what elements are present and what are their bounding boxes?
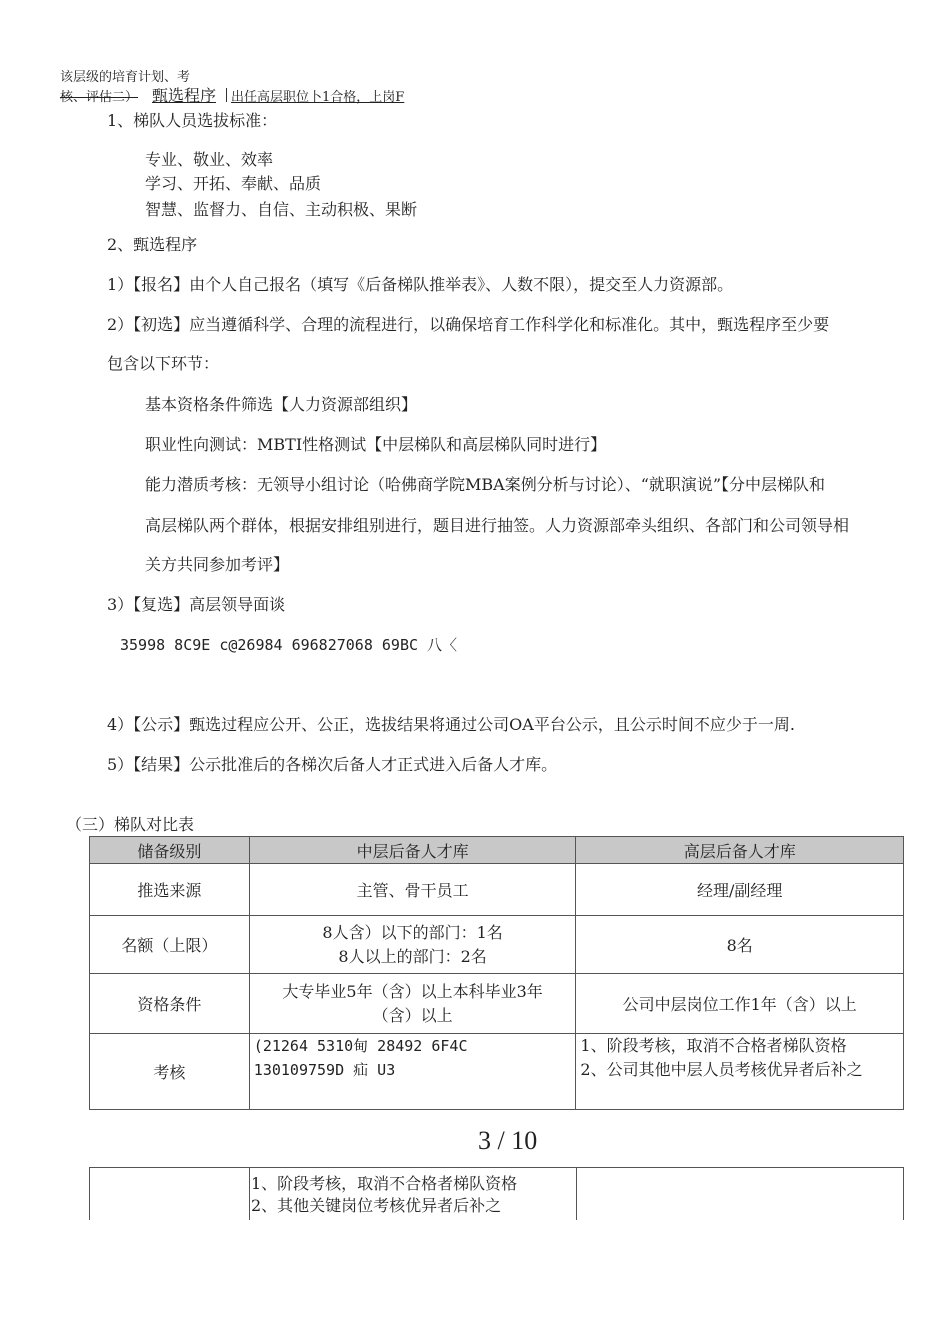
section2-title: 2、甄选程序 <box>107 235 198 254</box>
header-divider <box>226 88 227 102</box>
table-row <box>90 974 904 1034</box>
table-cell <box>249 916 576 974</box>
cell-line: 2、公司其他中层人员考核优异者后补之 <box>580 1060 863 1079</box>
substep-2: 职业性向测试：MBTI性格测试【中层梯队和高层梯队同时进行】 <box>145 435 607 454</box>
header-tail: 出任高层职位卜1合格，上岗F <box>231 90 405 105</box>
criteria-item: 专业、敬业、效率 <box>145 150 274 169</box>
garbled-text: 35998 8C9E c@26984 696827068 69BC 八〈 <box>120 636 458 654</box>
row-label: 名额（上限） <box>90 916 250 974</box>
table-row <box>90 1034 904 1110</box>
table-cell <box>249 1034 576 1110</box>
row-label: 资格条件 <box>90 974 250 1034</box>
cell-line: 130109759D 疝 U3 <box>253 1061 396 1079</box>
next-table-border <box>576 1167 577 1220</box>
next-table-border <box>89 1167 90 1220</box>
cell-line: (21264 5310甸 28492 6F4C <box>253 1037 468 1055</box>
page-number: 3 / 10 <box>478 1126 538 1155</box>
next-table-border <box>249 1167 250 1220</box>
header-line-1: 该层级的培育计划、考 <box>60 70 191 85</box>
step-2-line-1: 2）【初选】应当遵循科学、合理的流程进行，以确保培育工作科学化和标准化。其中，甄选程序至少要 <box>107 315 830 334</box>
table-header-cell: 高层后备人才库 <box>576 837 904 864</box>
section1-title: 1、梯队人员选拔标准： <box>107 111 278 130</box>
table-header-row <box>90 837 904 864</box>
row-label: 推选来源 <box>90 864 250 916</box>
step-4: 4）【公示】甄选过程应公开、公正，选拔结果将通过公司OA平台公示，且公示时间不应少于一周. <box>107 715 795 734</box>
cell-line: 8人含）以下的部门：1名 <box>322 922 503 942</box>
row-label: 考核 <box>90 1034 250 1110</box>
step-3: 3）【复选】高层领导面谈 <box>107 595 286 614</box>
criteria-item: 学习、开拓、奉献、品质 <box>145 174 322 193</box>
comparison-table <box>89 836 904 1110</box>
substep-3-line-3: 关方共同参加考评】 <box>145 555 290 574</box>
section3-title: （三）梯队对比表 <box>66 815 195 834</box>
table-cell: 公司中层岗位工作1年（含）以上 <box>576 974 904 1034</box>
next-cell-line: 1、阶段考核，取消不合格者梯队资格 <box>251 1174 518 1193</box>
cell-line: 1、阶段考核，取消不合格者梯队资格 <box>580 1036 847 1055</box>
next-table-top-border <box>89 1167 904 1168</box>
step-1: 1）【报名】由个人自己报名（填写《后备梯队推举表》、人数不限），提交至人力资源部。 <box>107 275 734 294</box>
table-cell: 经理/副经理 <box>576 864 904 916</box>
step-5: 5）【结果】公示批准后的各梯次后备人才正式进入后备人才库。 <box>107 755 558 774</box>
substep-3-line-1: 能力潜质考核：无领导小组讨论（哈佛商学院MBA案例分析与讨论）、“就职演说”【分中层梯队和 <box>145 475 826 494</box>
table-header-cell: 储备级别 <box>90 837 250 864</box>
cell-line: 大专毕业5年（含）以上本科毕业3年 <box>282 981 543 1001</box>
cell-line: 8人以上的部门：2名 <box>338 946 487 966</box>
table-cell <box>576 1034 904 1110</box>
substep-1: 基本资格条件筛选【人力资源部组织】 <box>145 395 418 414</box>
table-header-cell: 中层后备人才库 <box>249 837 576 864</box>
substep-3-line-2: 高层梯队两个群体，根据安排组别进行，题目进行抽签。人力资源部牵头组织、各部门和公司领导相 <box>145 516 850 535</box>
next-cell-line: 2、其他关键岗位考核优异者后补之 <box>251 1196 502 1215</box>
table-cell: 8名 <box>576 916 904 974</box>
table-cell: 主管、骨干员工 <box>249 864 576 916</box>
table-row <box>90 916 904 974</box>
next-table-border <box>903 1167 904 1220</box>
header-title: 甄选程序 <box>152 86 217 105</box>
header-struck-text: 核、评估二） <box>60 90 139 105</box>
criteria-item: 智慧、监督力、自信、主动积极、果断 <box>145 200 418 219</box>
cell-line: （含）以上 <box>372 1005 453 1025</box>
table-row <box>90 864 904 916</box>
step-2-line-2: 包含以下环节： <box>107 354 220 373</box>
table-cell <box>249 974 576 1034</box>
